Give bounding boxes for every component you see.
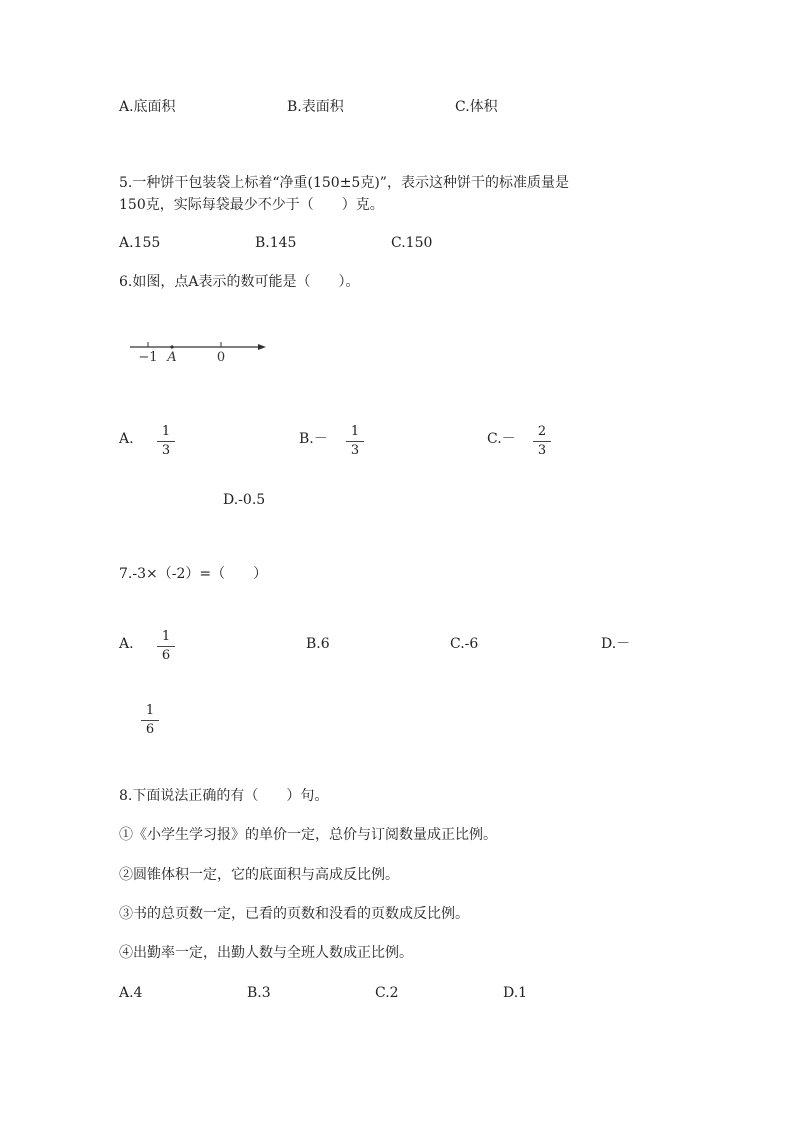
q8-option-d: D.1 [503, 985, 528, 1001]
q6-option-d: D.-0.5 [223, 492, 266, 508]
q8-statement-4: ④出勤率一定，出勤人数与全班人数成正比例。 [119, 945, 413, 961]
q4-option-a: A.底面积 [119, 99, 176, 115]
q8-statement-2: ②圆锥体积一定，它的底面积与高成反比例。 [119, 867, 399, 883]
q8-statement-3: ③书的总页数一定，已看的页数和没看的页数成反比例。 [119, 906, 469, 922]
fraction-denominator: 3 [350, 443, 360, 458]
q5-stem-line1: 5.一种饼干包装袋上标着“净重(150±5克)”，表示这种饼干的标准质量是 [119, 175, 569, 191]
q7-option-b: B.6 [306, 636, 330, 652]
fraction-bar [141, 720, 159, 721]
fraction-denominator: 3 [537, 443, 547, 458]
fraction-numerator: 2 [537, 424, 547, 439]
q8-option-b: B.3 [247, 985, 271, 1001]
q8-stem: 8.下面说法正确的有（ ）句。 [119, 788, 329, 804]
q6-option-b-prefix: B.－ [299, 431, 328, 447]
q7-option-a-prefix: A. [119, 636, 134, 652]
q7-option-c: C.-6 [450, 636, 479, 652]
fraction-numerator: 1 [161, 629, 171, 644]
q7-option-d-fraction [141, 703, 159, 738]
point-a-dot [170, 345, 173, 348]
q6-option-a-prefix: A. [119, 431, 134, 447]
number-line-arrow [258, 344, 266, 350]
q8-option-a: A.4 [119, 985, 143, 1001]
q6-option-b-fraction [346, 424, 364, 459]
number-line-figure [120, 330, 270, 370]
q6-option-a-fraction [157, 424, 175, 459]
label-zero: 0 [216, 350, 226, 365]
fraction-numerator: 1 [161, 424, 171, 439]
q5-option-c: C.150 [391, 235, 433, 251]
q5-stem-line2: 150克，实际每袋最少不少于（ ）克。 [119, 197, 384, 213]
fraction-denominator: 3 [161, 443, 171, 458]
q4-option-b: B.表面积 [287, 99, 344, 115]
label-point-a: A [167, 350, 177, 365]
q7-stem: 7.-3×（-2）=（ ） [119, 566, 268, 582]
fraction-denominator: 6 [145, 722, 155, 737]
fraction-bar [157, 441, 175, 442]
fraction-numerator: 1 [145, 703, 155, 718]
q7-option-d-prefix: D.－ [601, 636, 631, 652]
fraction-bar [346, 441, 364, 442]
fraction-bar [157, 646, 175, 647]
q4-option-c: C.体积 [455, 99, 498, 115]
q8-statement-1: ①《小学生学习报》的单价一定，总价与订阅数量成正比例。 [119, 827, 497, 843]
q7-option-a-fraction [157, 629, 175, 664]
fraction-bar [533, 441, 551, 442]
q8-option-c: C.2 [375, 985, 399, 1001]
fraction-denominator: 6 [161, 648, 171, 663]
label-minus-one: −1 [138, 350, 158, 365]
q5-option-b: B.145 [255, 235, 297, 251]
fraction-numerator: 1 [350, 424, 360, 439]
q6-option-c-fraction [533, 424, 551, 459]
q6-stem: 6.如图，点A表示的数可能是（ ）。 [119, 274, 360, 290]
q5-option-a: A.155 [119, 235, 161, 251]
q6-option-c-prefix: C.－ [487, 431, 516, 447]
